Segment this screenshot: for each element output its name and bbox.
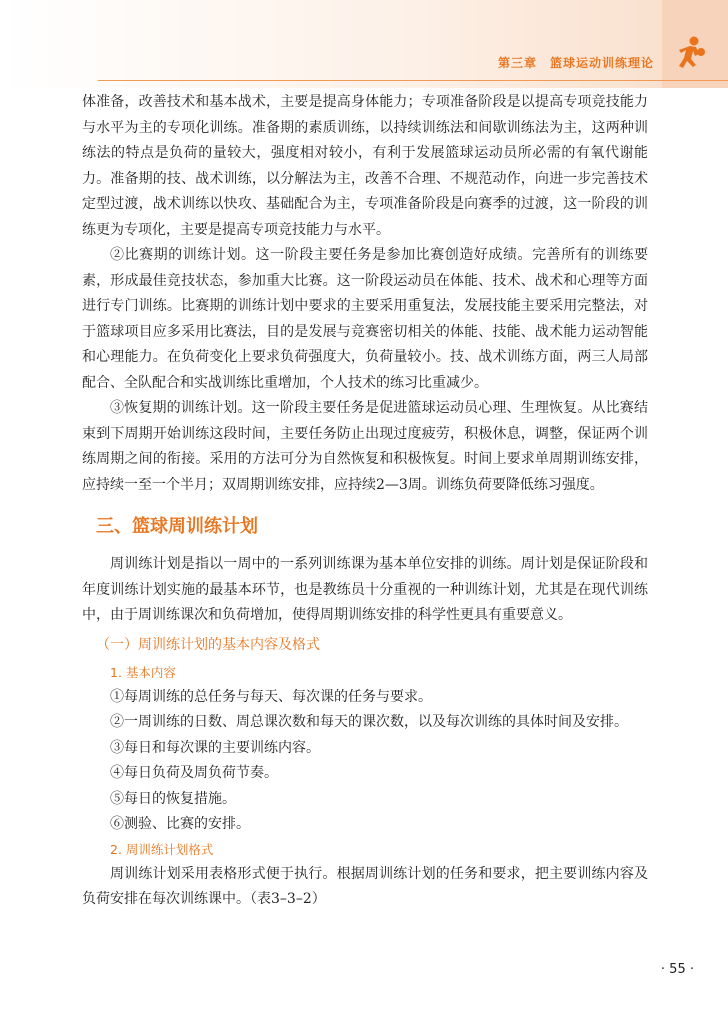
list-item: ⑥测验、比赛的安排。: [110, 816, 250, 832]
list-item: ②一周训练的日数、周总课次数和每天的课次数，以及每次训练的具体时间及安排。: [110, 714, 628, 730]
section-intro: 周训练计划是指以一周中的一系列训练课为基本单位安排的训练。周计划是保证阶段和年度训练计划实施的最基本环节，也是教练员十分重视的一种训练计划，尤其是在现代训练中，由于周训练课次和负荷增加，使得周期训练安排的科学性更具有重要意义。: [82, 556, 648, 623]
page-content: [82, 90, 648, 913]
chapter-title: 第三章 篮球运动训练理论: [497, 56, 654, 70]
paragraph-prep-period: 体准备，改善技术和基本战术，主要是提高身体能力；专项准备阶段是以提高专项竞技能力与水平为主的专项化训练。准备期的素质训练，以持续训练法和间歇训练法为主，这两种训练法的特点是负荷的量较大，强度相对较小，有利于发展篮球运动员所必需的有氧代谢能力。准备期的技、战术训练，以分解法为主，改善不合理、不规范动作，向进一步完善技术定型过渡，战术训练以快攻、基础配合为主，专项准备阶段是向赛季的过渡，这一阶段的训练更为专项化，主要是提高专项竞技能力与水平。: [82, 94, 648, 238]
list-item: ③每日和每次课的主要训练内容。: [110, 739, 320, 756]
format-title: 2. 周训练计划格式: [110, 841, 214, 857]
page-number: · 55 ·: [660, 962, 694, 977]
list-item: ④每日负荷及周负荷节奏。: [110, 765, 278, 781]
format-paragraph: 周训练计划采用表格形式便于执行。根据周训练计划的任务和要求，把主要训练内容及负荷安排在每次训练课中。（表3–3–2）: [82, 865, 648, 907]
section-title: 三、篮球周训练计划: [96, 516, 258, 537]
subsection-title: （一）周训练计划的基本内容及格式: [96, 636, 320, 653]
header-band: [0, 0, 728, 88]
header-divider: [98, 80, 728, 81]
paragraph-recovery-period: ③恢复期的训练计划。这一阶段主要任务是促进篮球运动员心理、生理恢复。从比赛结束到下周期开始训练这段时间，主要任务防止出现过度疲劳，积极休息，调整，保证两个训练周期之间的衔接。采用的方法可分为自然恢复和积极恢复。时间上要求单周期训练安排，应持续一至一个半月；双周期训练安排，应持续2—3周。训练负荷要降低练习强度。: [82, 400, 648, 493]
basic-content-title: 1. 基本内容: [110, 664, 176, 680]
basketball-player-icon: [672, 34, 706, 78]
list-item: ⑤每日的恢复措施。: [110, 790, 236, 807]
paragraph-competition-period: ②比赛期的训练计划。这一阶段主要任务是参加比赛创造好成绩。完善所有的训练要素，形成最佳竞技状态，参加重大比赛。这一阶段运动员在体能、技术、战术和心理等方面进行专门训练。比赛期的训练计划中要求的主要采用重复法，发展技能主要采用完整法，对于篮球项目应多采用比赛法，目的是发展与竞赛密切相关的体能、技能、战术能力运动智能和心理能力。在负荷变化上要求负荷强度大，负荷量较小。技、战术训练方面，两三人局部配合、全队配合和实战训练比重增加，个人技术的练习比重减少。: [82, 247, 648, 391]
list-item: ①每周训练的总任务与每天、每次课的任务与要求。: [110, 688, 432, 705]
